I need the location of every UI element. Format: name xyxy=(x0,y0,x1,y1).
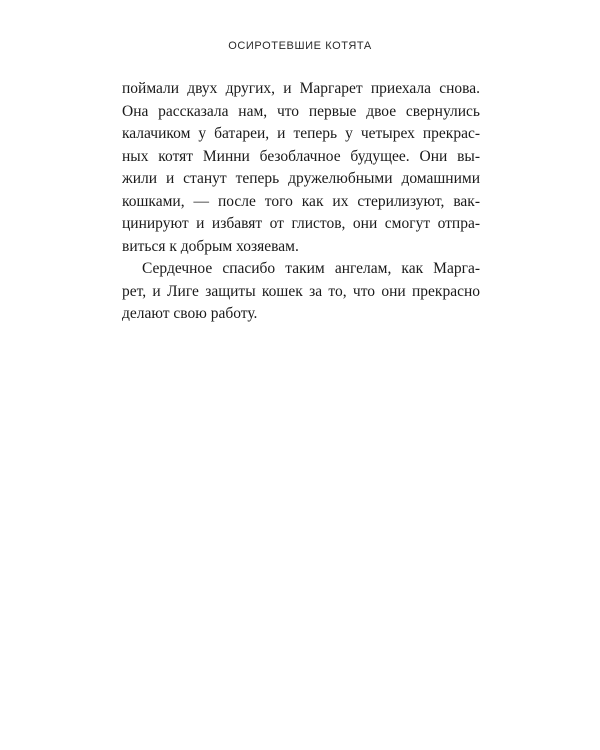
running-header: ОСИРОТЕВШИЕ КОТЯТА xyxy=(228,40,372,52)
paragraph xyxy=(122,78,480,258)
text-line: цинируют и избавят от глистов, они смогут отпра- xyxy=(122,215,480,232)
text-line: поймали двух других, и Маргарет приехала снова. xyxy=(122,80,480,97)
text-line: Сердечное спасибо таким ангелам, как Марга- xyxy=(142,260,480,277)
text-line: Она рассказала нам, что первые двое свернулись xyxy=(122,102,480,120)
body-text xyxy=(122,78,480,326)
paragraph xyxy=(122,258,480,326)
text-line: виться к добрым хозяевам. xyxy=(122,237,299,255)
text-line: калачиком у батареи, и теперь у четырех прекрас- xyxy=(122,125,480,142)
text-line: кошками, — после того как их стерилизуют, вак- xyxy=(122,192,480,210)
text-line: ных котят Минни безоблачное будущее. Они вы- xyxy=(122,147,480,165)
text-line: жили и станут теперь дружелюбными домашними xyxy=(122,170,480,187)
text-line: рет, и Лиге защиты кошек за то, что они прекрасно xyxy=(122,282,480,300)
text-line: делают свою работу. xyxy=(122,305,258,322)
